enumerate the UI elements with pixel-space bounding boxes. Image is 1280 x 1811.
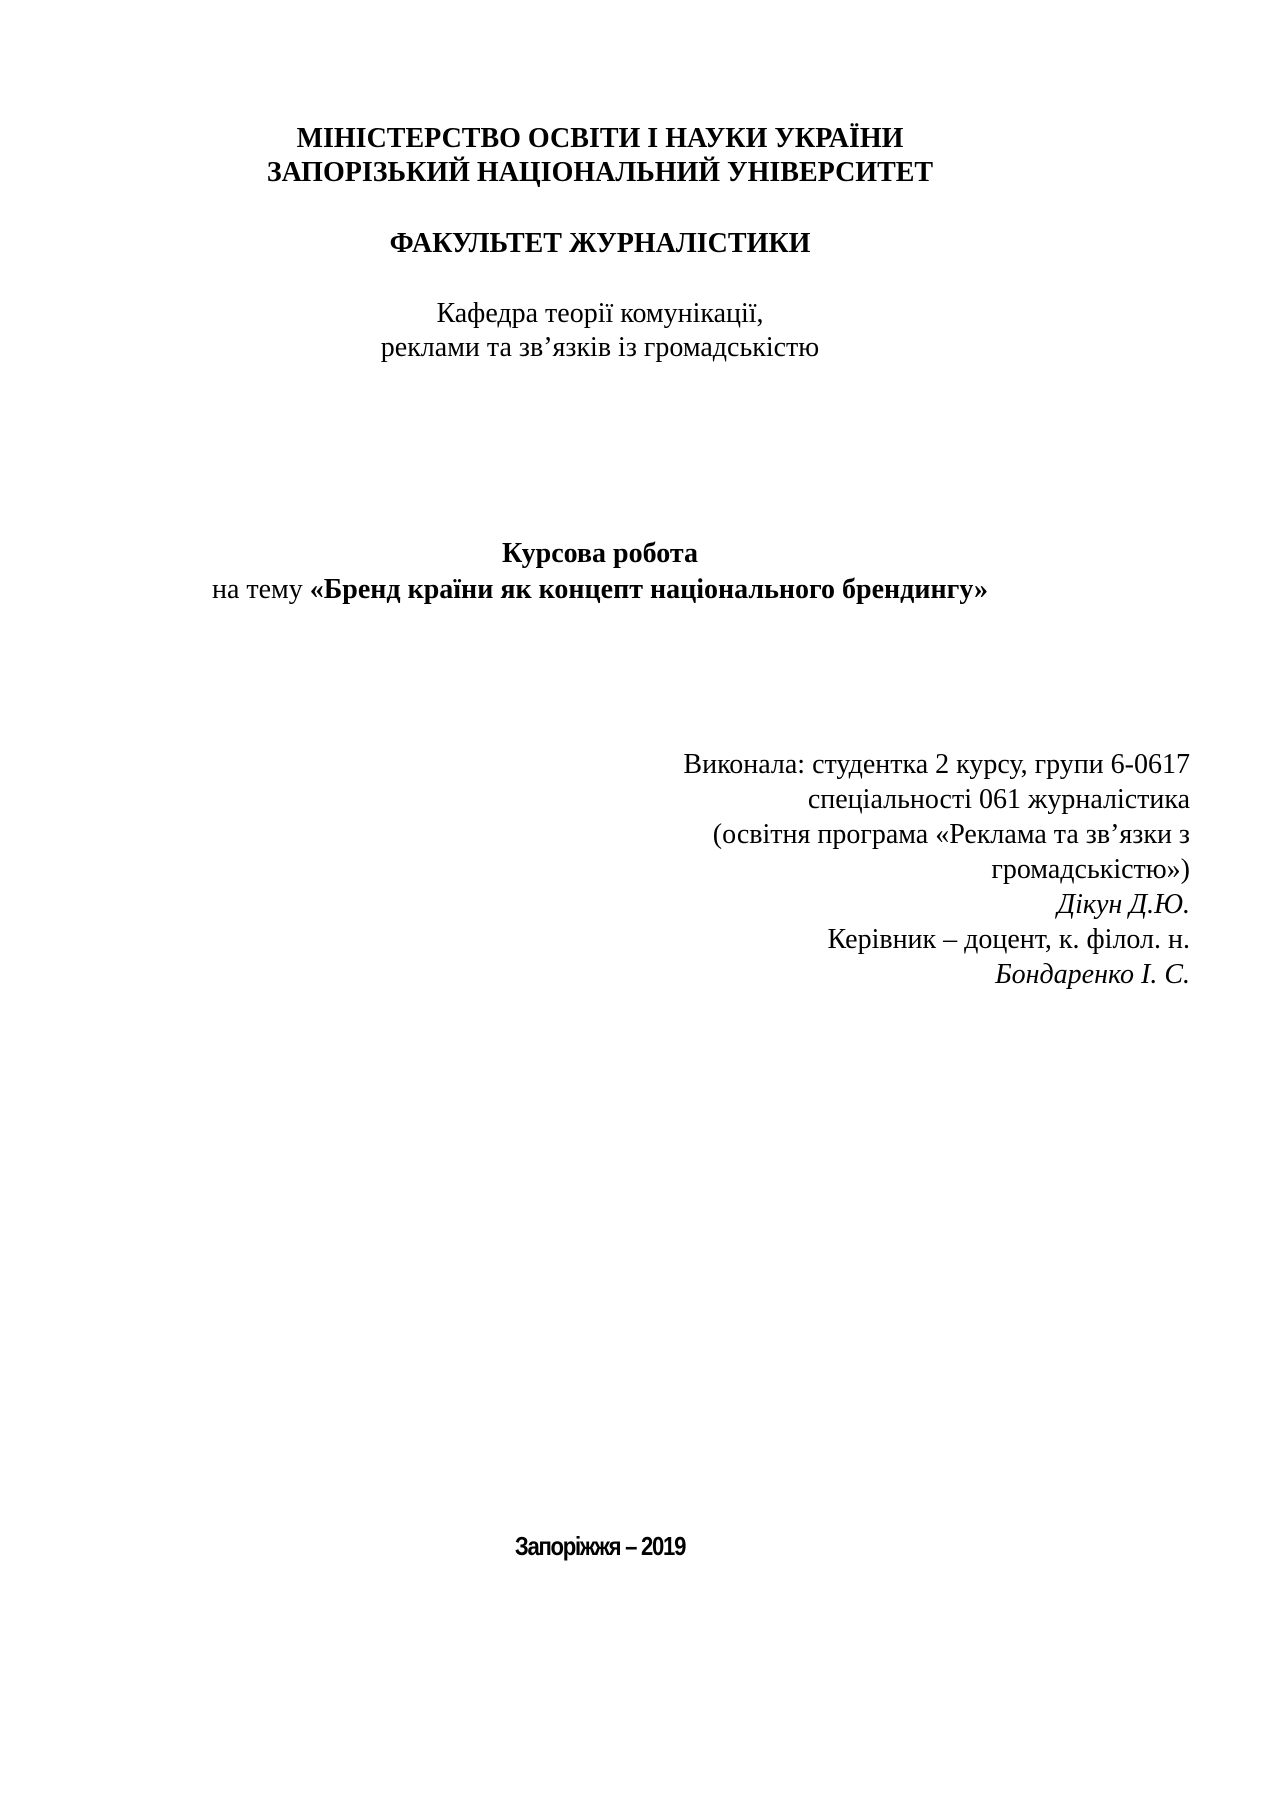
university-name: ЗАПОРІЗЬКИЙ НАЦІОНАЛЬНИЙ УНІВЕРСИТЕТ: [266, 157, 934, 188]
department-line-2: реклами та зв’язків із громадськістю: [380, 332, 820, 363]
author-name: Дікун Д.Ю.: [1057, 889, 1190, 920]
supervisor-name: Бондаренко І. С.: [995, 959, 1190, 990]
city-year-label: Запоріжжя – 2019: [514, 1531, 686, 1561]
faculty-name: [200, 227, 1000, 261]
topic-title: «Бренд країни як концепт національного брендингу»: [309, 574, 989, 605]
author-line-2: спеціальності 061 журналістика: [807, 784, 1190, 815]
department-name: [200, 297, 1000, 365]
work-topic: [160, 573, 1040, 607]
work-type: [200, 537, 1000, 571]
ministry-name: МІНІСТЕРСТВО ОСВІТИ І НАУКИ УКРАЇНИ: [296, 123, 904, 154]
author-line-1: Виконала: студентка 2 курсу, групи 6-0617: [683, 749, 1190, 780]
city-year: [430, 1530, 770, 1562]
author-info: [600, 747, 1190, 992]
author-line-4: громадськістю»): [991, 854, 1190, 885]
author-line-3: (освітня програма «Реклама та зв’язки з: [712, 819, 1190, 850]
work-type-label: Курсова робота: [502, 538, 698, 569]
institution-header: [200, 122, 1000, 190]
topic-prefix: на тему: [211, 574, 310, 605]
department-line-1: Кафедра теорії комунікації,: [436, 298, 764, 329]
supervisor-label: Керівник – доцент, к. філол. н.: [827, 924, 1190, 955]
faculty-label: ФАКУЛЬТЕТ ЖУРНАЛІСТИКИ: [389, 228, 811, 259]
